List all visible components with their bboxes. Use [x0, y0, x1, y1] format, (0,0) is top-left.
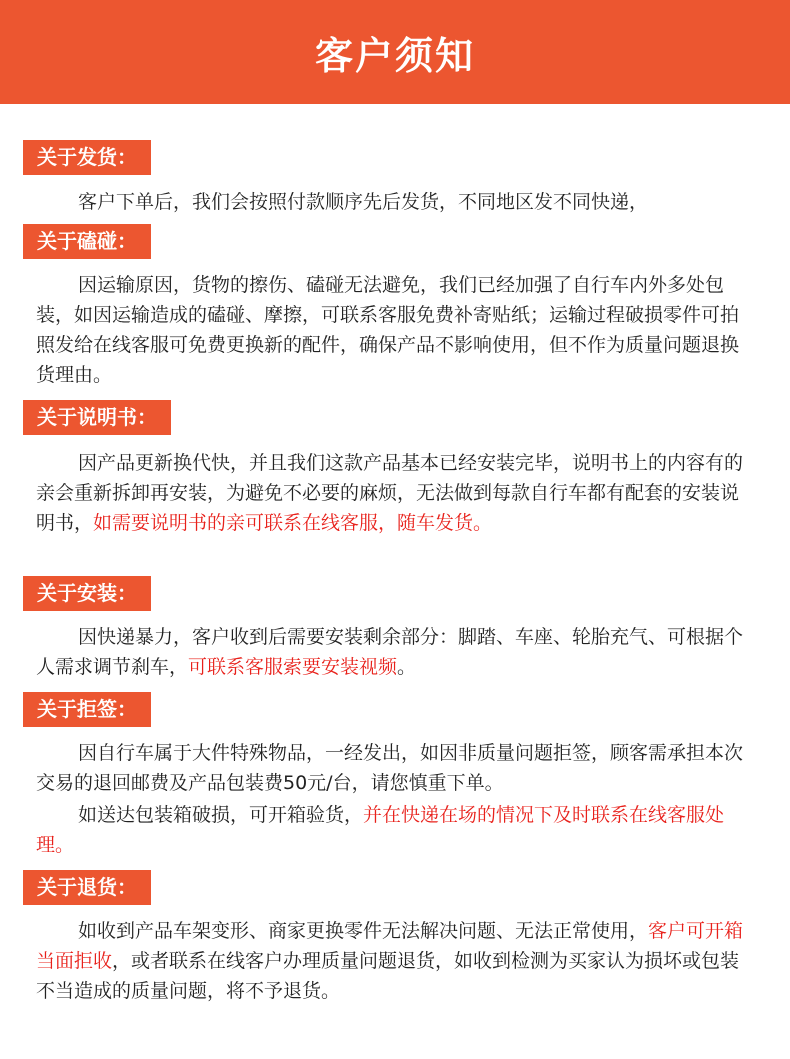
shipping-paragraph [36, 187, 752, 217]
install-paragraph [36, 622, 752, 682]
section-label-shipping: 关于发货： [23, 140, 151, 175]
return-highlight: 客户可开箱当面拒收 [36, 920, 744, 972]
damage-text: 因运输原因，货物的擦伤、磕碰无法避免，我们已经加强了自行车内外多处包装，如因运输造成的磕碰、摩擦，可联系客服免费补寄贴纸；运输过程破损零件可拍照发给在线客服可免费更换新的配件，确保产品不影响使用，但不作为质量问题退换货理由。 [36, 274, 740, 386]
install-highlight: 可联系客服索要安装视频 [188, 656, 398, 678]
install-text-end: 。 [397, 656, 417, 678]
install-text: 因快递暴力，客户收到后需要安装剩余部分：脚踏、车座、轮胎充气、可根据个人需求调节刹车， [36, 626, 744, 678]
manual-text: 因产品更新换代快，并且我们这款产品基本已经安装完毕，说明书上的内容有的亲会重新拆卸再安装，为避免不必要的麻烦，无法做到每款自行车都有配套的安装说明书， [36, 452, 744, 534]
damage-paragraph [36, 270, 752, 390]
section-label-install: 关于安装： [23, 576, 151, 611]
refuse-paragraph-2 [36, 800, 752, 860]
return-text: 如收到产品车架变形、商家更换零件无法解决问题、无法正常使用， [78, 920, 649, 942]
return-paragraph [36, 916, 752, 1006]
refuse-text-2: 如送达包装箱破损，可开箱验货， [78, 804, 364, 826]
refuse-paragraph-1 [36, 738, 752, 798]
page-title: 客户须知 [314, 33, 475, 78]
section-label-refuse: 关于拒签： [23, 692, 151, 727]
section-label-return: 关于退货： [23, 870, 151, 905]
refuse-text-end: 。 [55, 834, 75, 856]
refuse-highlight: 并在快递在场的情况下及时联系在线客服处理 [36, 804, 725, 856]
return-text-end: ，或者联系在线客户办理质量问题退货，如收到检测为买家认为损坏或包装不当造成的质量问题，将不予退货。 [36, 950, 740, 1002]
section-label-damage: 关于磕碰： [23, 224, 151, 259]
section-label-manual: 关于说明书： [23, 400, 171, 435]
shipping-text: 客户下单后，我们会按照付款顺序先后发货，不同地区发不同快递， [78, 191, 649, 213]
refuse-text: 因自行车属于大件特殊物品，一经发出，如因非质量问题拒签，顾客需承担本次交易的退回邮费及产品包装费50元/台，请您慎重下单。 [36, 742, 744, 794]
header-banner [0, 0, 790, 104]
manual-paragraph [36, 448, 752, 538]
manual-highlight: 如需要说明书的亲可联系在线客服，随车发货。 [93, 512, 493, 534]
